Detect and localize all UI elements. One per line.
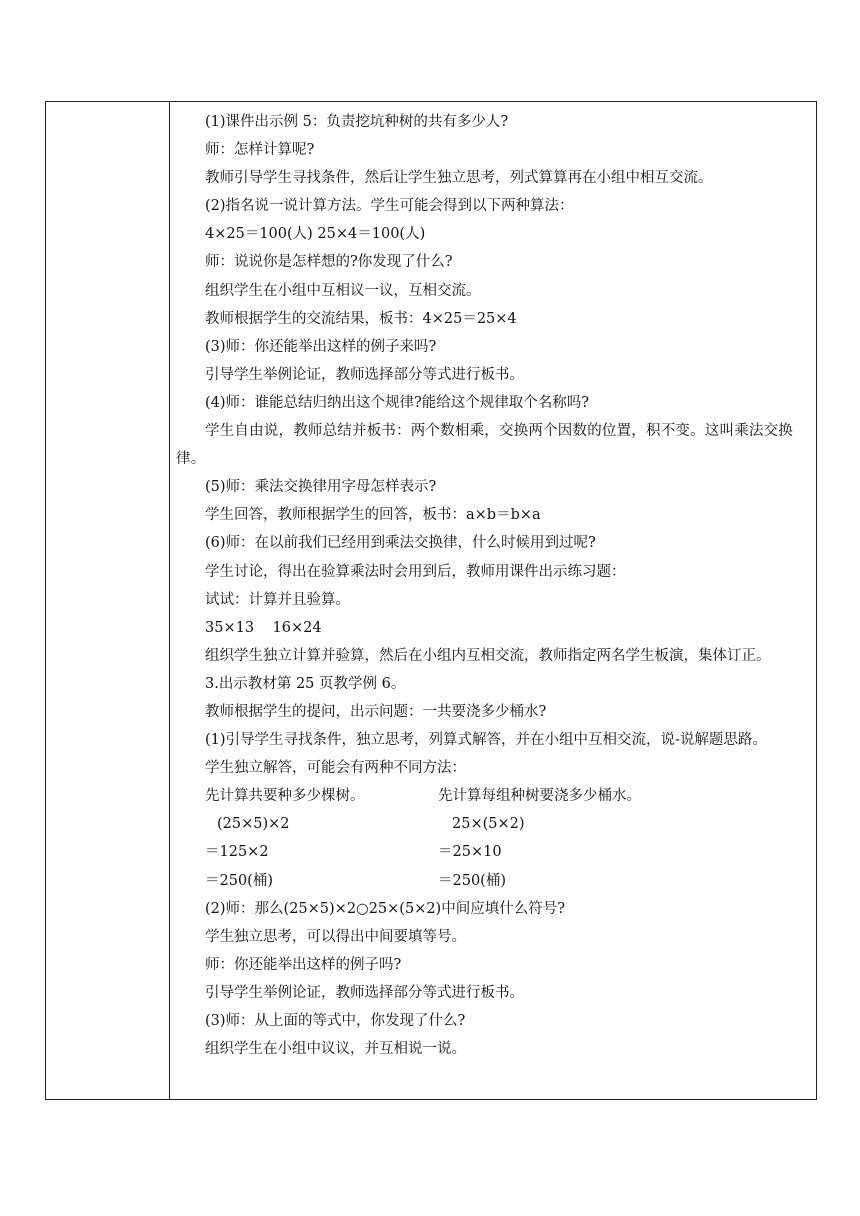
text-line: (6)师：在以前我们已经用到乘法交换律，什么时候用到过呢? <box>205 535 596 552</box>
text-line: (1)引导学生寻找条件，独立思考，列算式解答，并在小组中互相交流，说-说解题思路。 <box>205 732 767 749</box>
text-line: 引导学生举例论证，教师选择部分等式进行板书。 <box>205 366 524 383</box>
text-line: 35×13 16×24 <box>205 619 322 636</box>
methods-row <box>176 838 810 866</box>
text-line: 4×25＝100(人) 25×4＝100(人) <box>205 226 426 243</box>
methods-row <box>176 782 810 810</box>
text-line: 教师引导学生寻找条件，然后让学生独立思考，列式算算再在小组中相互交流。 <box>205 170 713 187</box>
text-line: 组织学生独立计算并验算，然后在小组内互相交流，教师指定两名学生板演，集体订正。 <box>205 647 771 664</box>
method-left-line: (25×5)×2 <box>217 816 290 833</box>
method-left-line: ＝125×2 <box>205 844 269 861</box>
text-line: (1)课件出示例 5：负责挖坑种树的共有多少人? <box>205 114 509 130</box>
text-paragraph: 学生自由说，教师总结并板书：两个数相乘，交换两个因数的位置，积不变。这叫乘法交换律。 <box>176 423 793 468</box>
text-line: (2)指名说一说计算方法。学生可能会得到以下两种算法： <box>205 198 574 215</box>
methods-row <box>176 810 810 838</box>
text-line: 师：说说你是怎样想的?你发现了什么? <box>205 254 453 271</box>
lesson-table <box>45 101 817 1100</box>
method-left-line: 先计算共要种多少棵树。 <box>205 788 365 805</box>
method-right-line: ＝25×10 <box>438 844 502 861</box>
method-left-line: ＝250(桶) <box>205 872 273 889</box>
method-right-line: 先计算每组种树要浇多少桶水。 <box>438 788 641 805</box>
text-line: 试试：计算并且验算。 <box>205 591 350 608</box>
text-line: 组织学生在小组中议议，并互相说一说。 <box>205 1041 466 1058</box>
methods-row <box>176 867 810 895</box>
text-line: (2)师：那么(25×5)×2○25×(5×2)中间应填什么符号? <box>205 900 565 917</box>
text-line: 学生独立解答，可能会有两种不同方法： <box>205 760 466 777</box>
text-line: 3.出示教材第 25 页教学例 6。 <box>205 675 406 692</box>
text-line: (3)师：你还能举出这样的例子来吗? <box>205 338 437 355</box>
method-right-line: 25×(5×2) <box>452 816 525 833</box>
text-line: 教师根据学生的交流结果，板书：4×25＝25×4 <box>205 310 517 327</box>
text-line: 组织学生在小组中互相议一议，互相交流。 <box>205 282 481 299</box>
text-line: 师：怎样计算呢? <box>205 142 315 159</box>
method-right-line: ＝250(桶) <box>438 872 506 889</box>
text-line: (4)师：谁能总结归纳出这个规律?能给这个规律取个名称吗? <box>205 394 590 411</box>
text-line: 学生讨论，得出在验算乘法时会用到后，教师用课件出示练习题： <box>205 563 626 580</box>
lesson-content-cell <box>170 102 816 1099</box>
text-line: 教师根据学生的提问，出示问题：一共要浇多少桶水? <box>205 703 547 720</box>
text-line: 师：你还能举出这样的例子吗? <box>205 956 402 973</box>
text-line: (3)师：从上面的等式中，你发现了什么? <box>205 1013 466 1029</box>
left-column-cell <box>46 102 170 1099</box>
text-line: 学生独立思考，可以得出中间要填等号。 <box>205 928 466 945</box>
text-line: 引导学生举例论证，教师选择部分等式进行板书。 <box>205 984 524 1001</box>
text-line: (5)师：乘法交换律用字母怎样表示? <box>205 479 437 496</box>
text-line: 学生回答，教师根据学生的回答，板书：a×b＝b×a <box>205 507 541 524</box>
